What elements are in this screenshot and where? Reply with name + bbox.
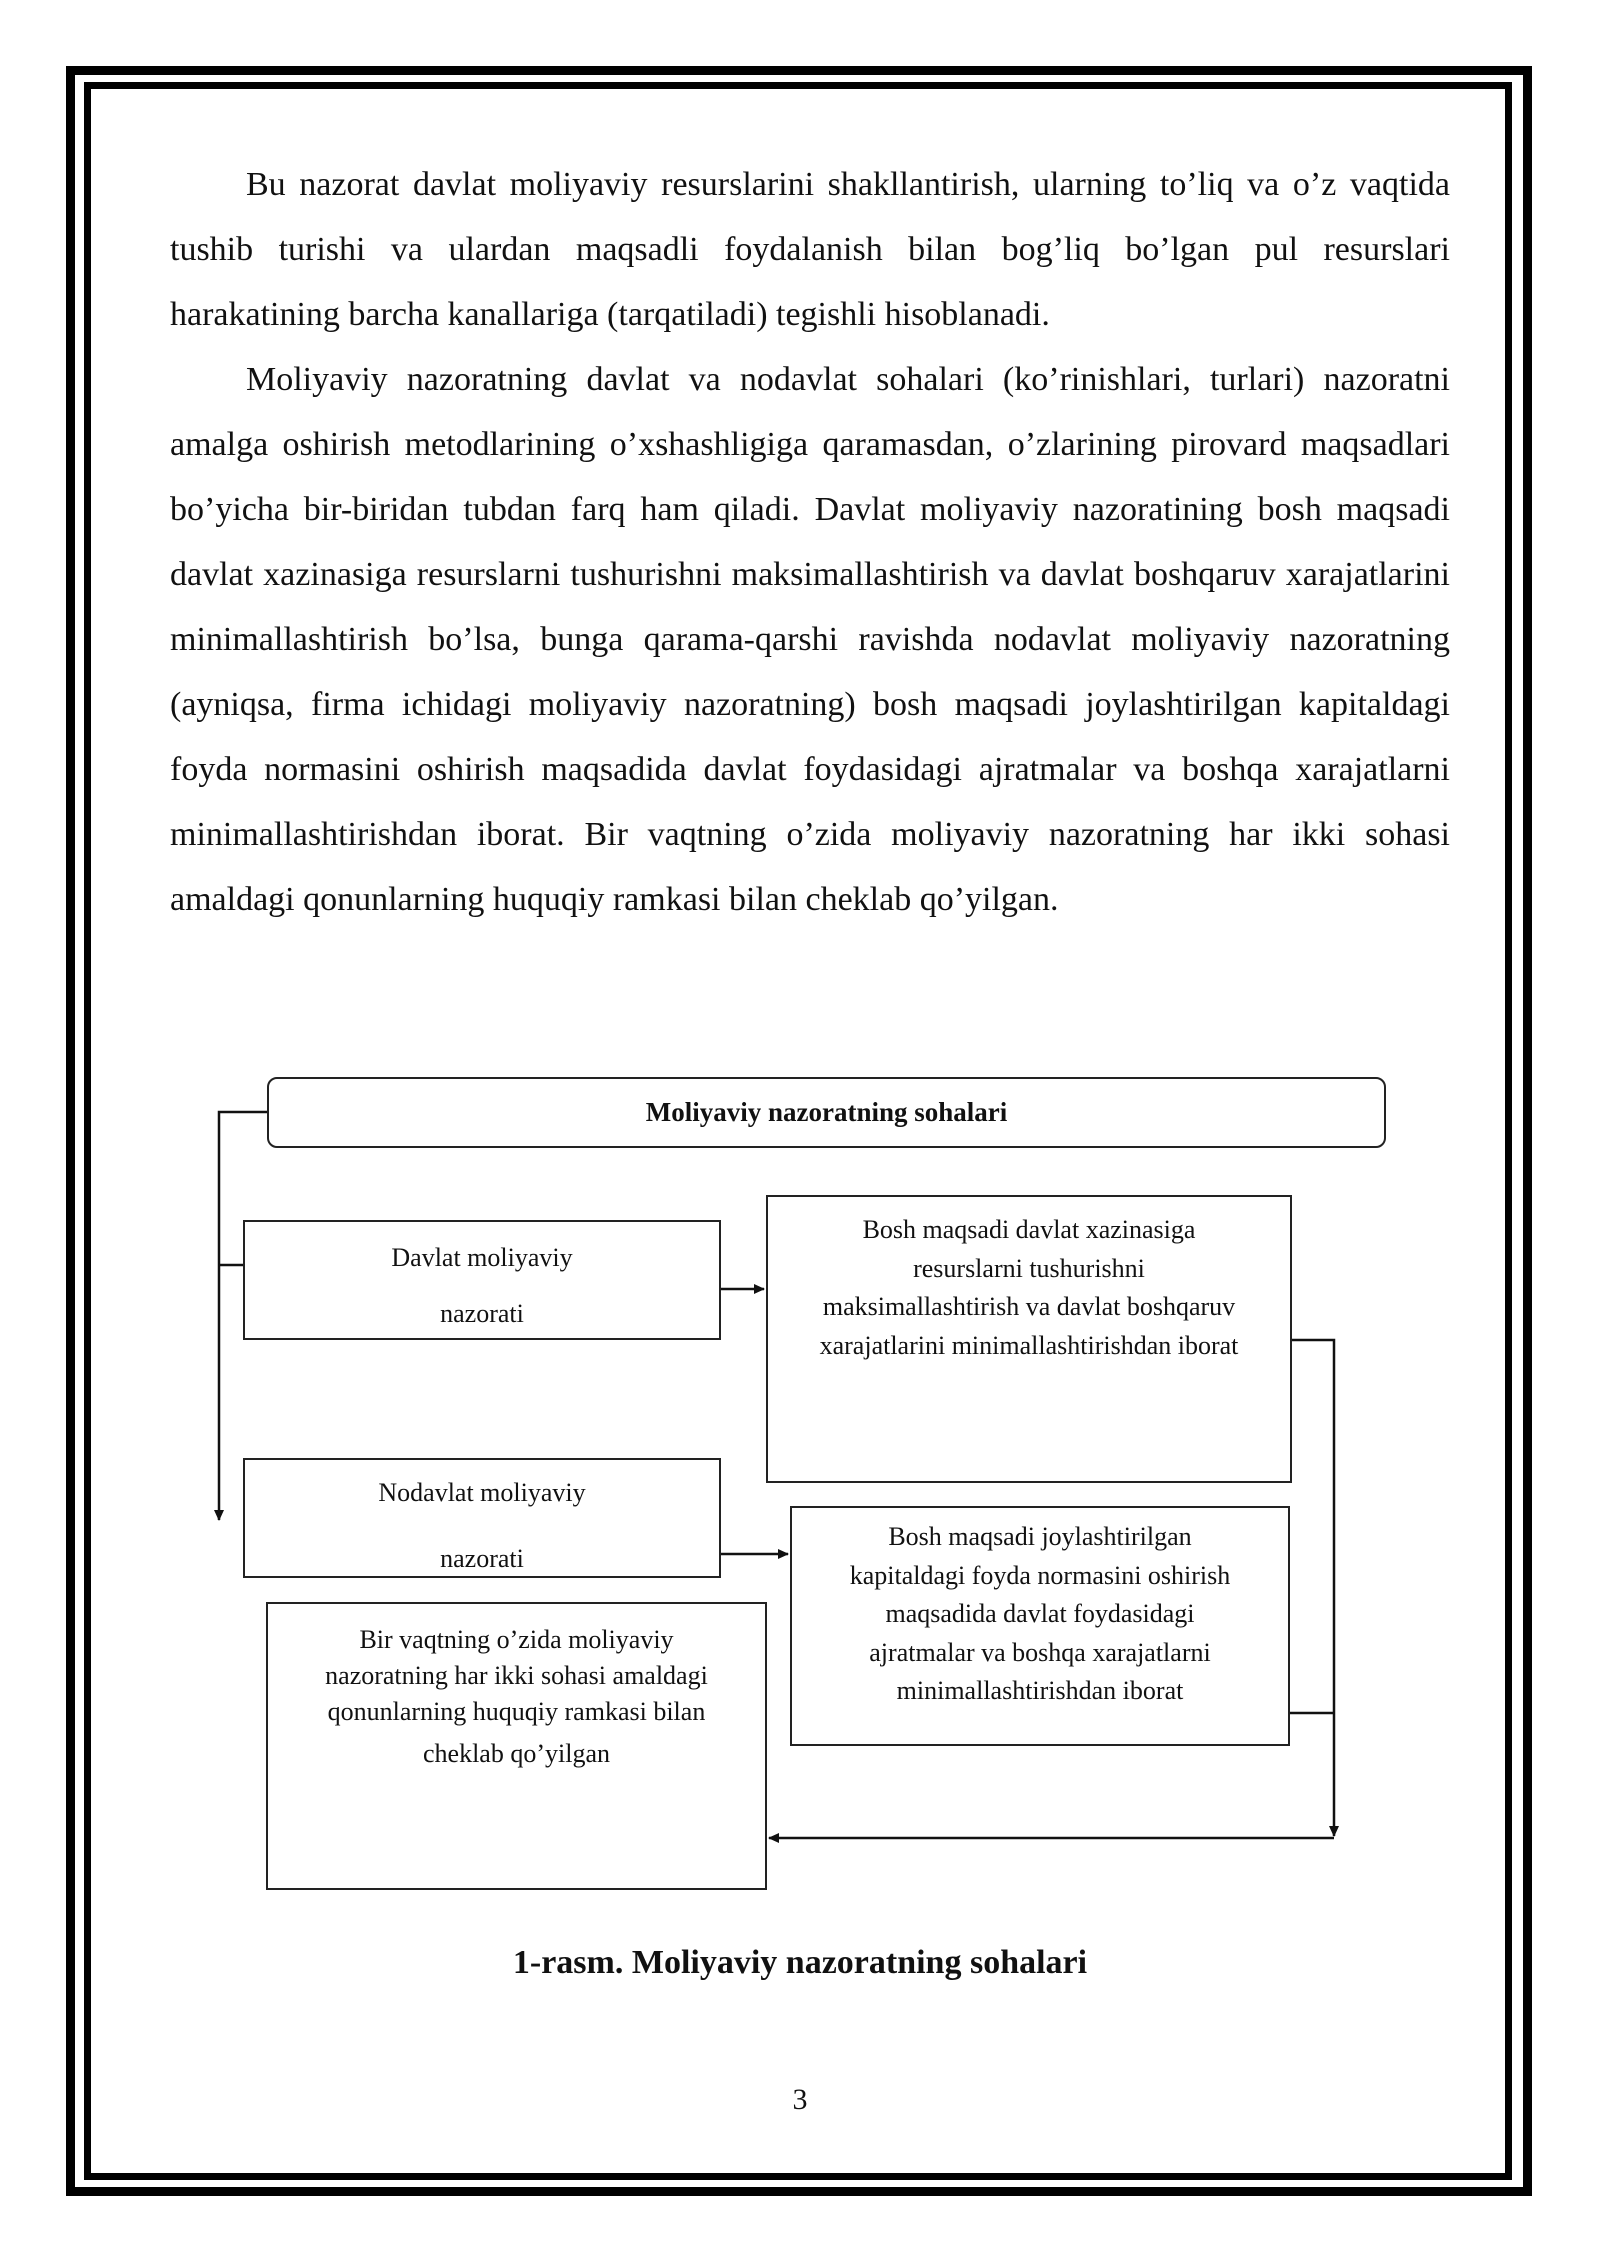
diagram-header-box [267,1077,1386,1148]
davlat-line-1: Davlat moliyaviy [391,1243,573,1272]
nodavlat-goal-box [790,1506,1290,1746]
nodavlat-goal-line-4: ajratmalar va boshqa xarajatlarni [869,1637,1211,1667]
paragraph-2: Moliyaviy nazoratning davlat va nodavlat sohalari (ko’rinishlari, turlari) nazoratni amalga oshirish metodlarining o’xshashligiga qaramasdan, o’zlarining pirovard maqsadlari bo’yicha bir-biridan tubdan farq ham qiladi. Davlat moliyaviy nazoratining bosh maqsadi davlat xazinasiga resurslarni tushurishni maksimallashtirish va davlat boshqaruv xarajatlarini minimallashtirish bo’lsa, bunga qarama-qarshi ravishda nodavlat moliyaviy nazoratning (ayniqsa, firma ichidagi moliyaviy nazoratning) bosh maqsadi joylashtirilgan kapitaldagi foyda normasini oshirish maqsadida davlat foydasidagi ajratmalar va boshqa xarajatlarni minimallashtirishdan iborat. Bir vaqtning o’zida moliyaviy nazoratning har ikki sohasi amaldagi qonunlarning huquqiy ramkasi bilan cheklab qo’yilgan. [170,361,1450,918]
davlat-goal-box [766,1195,1292,1483]
nodavlat-goal-line-3: maqsadida davlat foydasidagi [885,1599,1195,1628]
diagram-header-label: Moliyaviy nazoratning sohalari [645,1097,1008,1127]
page-number: 3 [792,2083,808,2116]
davlat-line-2: nazorati [440,1299,524,1328]
nodavlat-nazorati-box [243,1458,721,1578]
nodavlat-line-1: Nodavlat moliyaviy [378,1478,586,1507]
both-line-2: nazoratning har ikki sohasi amaldagi [325,1661,708,1690]
nodavlat-goal-line-2: kapitaldagi foyda normasini oshirish [849,1560,1231,1590]
davlat-goal-line-3: maksimallashtirish va davlat boshqaruv [822,1292,1236,1321]
nodavlat-line-2: nazorati [440,1544,524,1573]
davlat-goal-line-2: resurslarni tushurishni [913,1253,1145,1283]
both-line-3: qonunlarning huquqiy ramkasi bilan [327,1697,706,1726]
both-spheres-box [266,1602,767,1890]
davlat-nazorati-box [243,1220,721,1340]
both-line-4: cheklab qo’yilgan [423,1739,610,1768]
nodavlat-goal-line-1: Bosh maqsadi joylashtirilgan [888,1522,1192,1551]
both-line-1: Bir vaqtning o’zida moliyaviy [359,1625,674,1654]
nodavlat-goal-line-5: minimallashtirishdan iborat [896,1676,1184,1705]
body-text [170,152,1450,932]
figure-caption: 1-rasm. Moliyaviy nazoratning sohalari [512,1944,1088,1981]
davlat-goal-line-4: xarajatlarini minimallashtirishdan iborat [819,1330,1239,1360]
davlat-goal-line-1: Bosh maqsadi davlat xazinasiga [862,1215,1196,1244]
paragraph-1: Bu nazorat davlat moliyaviy resurslarini shakllantirish, ularning to’liq va o’z vaqtida tushib turishi va ulardan maqsadli foydalanish bilan bog’liq bo’lgan pul resurslari harakatining barcha kanallariga (tarqatiladi) tegishli hisoblanadi. [170,166,1450,333]
